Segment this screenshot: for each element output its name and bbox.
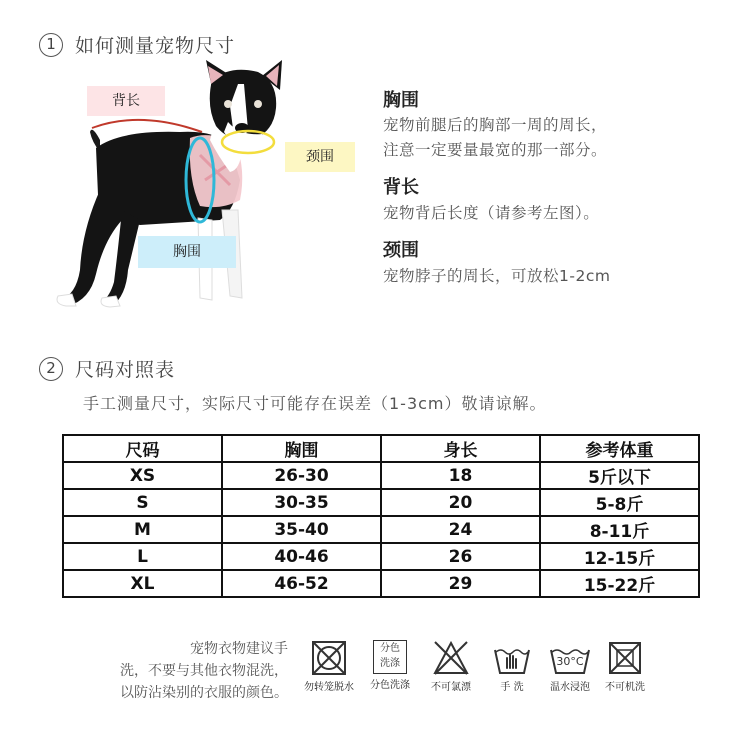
cell-size: XL (63, 570, 222, 597)
cell-length: 29 (381, 570, 540, 597)
cell-length: 24 (381, 516, 540, 543)
warm-water-soak-icon (548, 640, 592, 676)
section-title-measure: 如何测量宠物尺寸 (75, 35, 236, 57)
section-title-size-chart: 尺码对照表 (75, 359, 176, 381)
table-row (63, 516, 699, 543)
hand-wash-icon (492, 640, 532, 676)
cell-chest: 35-40 (222, 516, 381, 543)
chest-desc-line: 宠物前腿后的胸部一周的周长， (383, 116, 608, 134)
section-number-1: 1 (39, 33, 63, 57)
cell-weight: 8-11斤 (540, 516, 699, 543)
care-icon-label: 分色洗涤 (370, 680, 410, 691)
cell-length: 18 (381, 462, 540, 489)
table-header-row (63, 435, 699, 462)
care-text-line: 以防沾染别的衣服的颜色。 (120, 685, 288, 701)
chest-label: 胸围 (138, 236, 236, 268)
cell-weight: 15-22斤 (540, 570, 699, 597)
cell-weight: 5-8斤 (540, 489, 699, 516)
header-weight: 参考体重 (540, 435, 699, 462)
cell-length: 26 (381, 543, 540, 570)
care-icon-label: 温水浸泡 (550, 682, 590, 693)
care-item-no-machine-wash (594, 640, 656, 693)
chest-desc-line: 注意一定要量最宽的那一部分。 (383, 141, 608, 159)
cell-chest: 46-52 (222, 570, 381, 597)
neck-label: 颈围 (285, 142, 355, 172)
cell-size: L (63, 543, 222, 570)
cell-weight: 5斤以下 (540, 462, 699, 489)
care-item-no-bleach (420, 640, 482, 693)
no-bleach-icon (433, 640, 469, 676)
no-machine-wash-icon (607, 640, 643, 676)
care-item-no-tumble (298, 640, 360, 693)
cell-chest: 26-30 (222, 462, 381, 489)
neck-heading: 颈围 (383, 240, 419, 261)
dog-illustration (30, 60, 370, 330)
neck-desc-line: 宠物脖子的周长，可放松1-2cm (383, 267, 611, 285)
table-row (63, 570, 699, 597)
table-row (63, 489, 699, 516)
cell-size: S (63, 489, 222, 516)
cell-chest: 40-46 (222, 543, 381, 570)
no-tumble-dry-icon (311, 640, 347, 676)
table-row (63, 543, 699, 570)
cell-length: 20 (381, 489, 540, 516)
back-desc-line: 宠物背后长度（请参考左图）。 (383, 204, 600, 222)
cell-weight: 12-15斤 (540, 543, 699, 570)
cell-chest: 30-35 (222, 489, 381, 516)
icon-inner-text: 洗涤 (380, 658, 400, 669)
size-table (62, 434, 700, 598)
care-icon-label: 不可机洗 (605, 682, 645, 693)
icon-inner-text: 30°C (556, 655, 584, 668)
icon-inner-text: 分色 (380, 643, 400, 654)
header-size: 尺码 (63, 435, 222, 462)
back-heading: 背长 (383, 177, 419, 198)
section-number-2: 2 (39, 357, 63, 381)
care-icon-label: 手 洗 (500, 682, 524, 693)
header-length: 身长 (381, 435, 540, 462)
measurement-note: 手工测量尺寸，实际尺寸可能存在误差（1-3cm）敬请谅解。 (83, 394, 547, 413)
chest-heading: 胸围 (383, 90, 419, 111)
table-row (63, 462, 699, 489)
back-length-line (92, 120, 202, 132)
header-chest: 胸围 (222, 435, 381, 462)
care-icon-label: 勿转笼脱水 (304, 682, 354, 693)
back-length-label: 背长 (87, 86, 165, 116)
cell-size: XS (63, 462, 222, 489)
wash-separately-icon (373, 640, 407, 674)
care-icon-label: 不可氯漂 (431, 682, 471, 693)
care-item-wash-separately (359, 640, 421, 691)
care-text-line: 洗，不要与其他衣物混洗， (120, 663, 288, 679)
care-item-hand-wash (481, 640, 543, 693)
care-text (78, 638, 288, 704)
care-text-line: 宠物衣物建议手 (190, 641, 288, 657)
cell-size: M (63, 516, 222, 543)
